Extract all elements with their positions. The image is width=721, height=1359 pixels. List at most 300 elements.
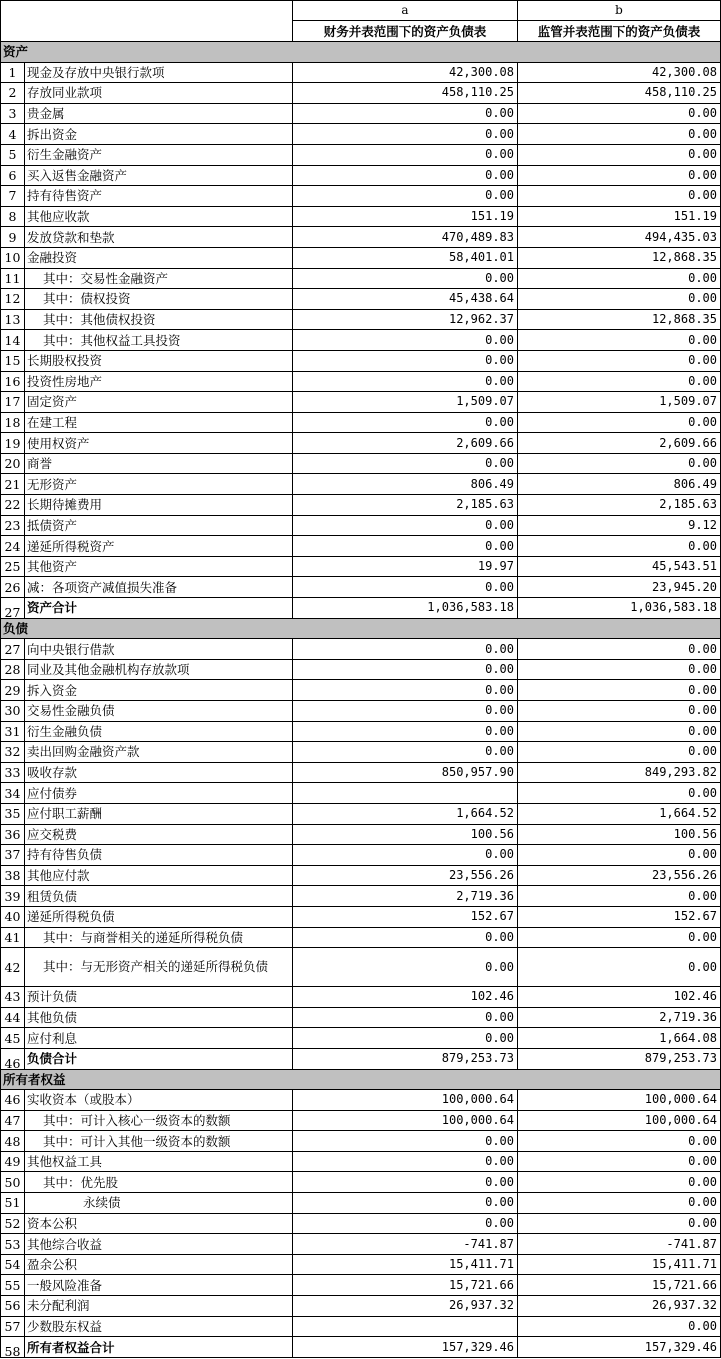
row-number: 22 xyxy=(1,495,25,516)
value-col-a: 2,609.66 xyxy=(293,433,518,454)
value-col-b: 42,300.08 xyxy=(518,62,721,83)
table-row xyxy=(1,762,721,783)
row-number: 27 xyxy=(1,639,25,660)
value-col-b: 12,868.35 xyxy=(518,309,721,330)
row-label: 一般风险准备 xyxy=(25,1275,293,1296)
row-label: 租赁负债 xyxy=(25,886,293,907)
section-title: 所有者权益 xyxy=(1,1069,721,1090)
value-col-a: 0.00 xyxy=(293,680,518,701)
table-row xyxy=(1,536,721,557)
section-header xyxy=(1,618,721,639)
table-row xyxy=(1,268,721,289)
row-label: 持有待售资产 xyxy=(25,186,293,207)
section-title: 负债 xyxy=(1,618,721,639)
value-col-a: 42,300.08 xyxy=(293,62,518,83)
value-col-b: 0.00 xyxy=(518,268,721,289)
row-label: 盈余公积 xyxy=(25,1254,293,1275)
value-col-a: 0.00 xyxy=(293,144,518,165)
value-col-b: 0.00 xyxy=(518,330,721,351)
column-letter-row xyxy=(1,1,721,21)
row-label: 商誉 xyxy=(25,453,293,474)
table-row xyxy=(1,659,721,680)
table-row xyxy=(1,412,721,433)
value-col-a: 879,253.73 xyxy=(293,1048,518,1069)
row-label: 衍生金融资产 xyxy=(25,144,293,165)
table-row xyxy=(1,701,721,722)
value-col-b: 0.00 xyxy=(518,350,721,371)
table-row xyxy=(1,474,721,495)
row-number: 55 xyxy=(1,1275,25,1296)
table-row xyxy=(1,721,721,742)
row-label: 实收资本（或股本） xyxy=(25,1090,293,1111)
value-col-b: 0.00 xyxy=(518,144,721,165)
value-col-b: 45,543.51 xyxy=(518,556,721,577)
table-row xyxy=(1,433,721,454)
table-row xyxy=(1,639,721,660)
value-col-a: 0.00 xyxy=(293,536,518,557)
row-number: 14 xyxy=(1,330,25,351)
row-number: 46 xyxy=(1,1090,25,1111)
row-label: 交易性金融负债 xyxy=(25,701,293,722)
row-label: 资产合计 xyxy=(25,598,293,619)
row-number: 28 xyxy=(1,659,25,680)
value-col-b: 1,664.08 xyxy=(518,1028,721,1049)
row-label: 贵金属 xyxy=(25,103,293,124)
row-number: 46 xyxy=(1,1048,25,1069)
value-col-a: 0.00 xyxy=(293,330,518,351)
value-col-a: 0.00 xyxy=(293,721,518,742)
row-label: 其他负债 xyxy=(25,1007,293,1028)
value-col-a: 806.49 xyxy=(293,474,518,495)
row-label: 预计负债 xyxy=(25,987,293,1008)
table-row xyxy=(1,680,721,701)
value-col-a: 26,937.32 xyxy=(293,1296,518,1317)
table-row xyxy=(1,309,721,330)
value-col-a: 0.00 xyxy=(293,742,518,763)
table-row xyxy=(1,1172,721,1193)
value-col-b: 0.00 xyxy=(518,1172,721,1193)
row-label: 其中：其他债权投资 xyxy=(25,309,293,330)
value-col-b: 0.00 xyxy=(518,1193,721,1214)
value-col-a: 0.00 xyxy=(293,1007,518,1028)
value-col-a: 1,036,583.18 xyxy=(293,598,518,619)
row-number: 52 xyxy=(1,1213,25,1234)
table-row xyxy=(1,1254,721,1275)
value-col-a: 458,110.25 xyxy=(293,83,518,104)
row-number: 58 xyxy=(1,1337,25,1358)
row-label: 买入返售金融资产 xyxy=(25,165,293,186)
total-row xyxy=(1,598,721,619)
row-number: 56 xyxy=(1,1296,25,1317)
row-number: 20 xyxy=(1,453,25,474)
row-label: 衍生金融负债 xyxy=(25,721,293,742)
row-label: 在建工程 xyxy=(25,412,293,433)
row-label: 应付债券 xyxy=(25,783,293,804)
row-label: 持有待售负债 xyxy=(25,845,293,866)
table-row xyxy=(1,556,721,577)
value-col-b: 806.49 xyxy=(518,474,721,495)
table-row xyxy=(1,1296,721,1317)
row-label: 现金及存放中央银行款项 xyxy=(25,62,293,83)
row-label: 永续债 xyxy=(25,1193,293,1214)
row-label: 拆出资金 xyxy=(25,124,293,145)
row-number: 5 xyxy=(1,144,25,165)
value-col-b: 100,000.64 xyxy=(518,1110,721,1131)
col-b-title: 监管并表范围下的资产负债表 xyxy=(518,21,721,42)
value-col-b: 0.00 xyxy=(518,845,721,866)
value-col-a: 151.19 xyxy=(293,206,518,227)
table-row xyxy=(1,371,721,392)
row-number: 8 xyxy=(1,206,25,227)
row-label: 资本公积 xyxy=(25,1213,293,1234)
row-number: 41 xyxy=(1,927,25,948)
table-row xyxy=(1,330,721,351)
value-col-b: 0.00 xyxy=(518,701,721,722)
section-header xyxy=(1,1069,721,1090)
table-row xyxy=(1,1028,721,1049)
table-row xyxy=(1,62,721,83)
value-col-a: 0.00 xyxy=(293,186,518,207)
value-col-a: 100,000.64 xyxy=(293,1110,518,1131)
value-col-a: 2,185.63 xyxy=(293,495,518,516)
table-row xyxy=(1,124,721,145)
row-number: 36 xyxy=(1,824,25,845)
table-row xyxy=(1,1151,721,1172)
table-row xyxy=(1,803,721,824)
table-row xyxy=(1,577,721,598)
table-row xyxy=(1,1007,721,1028)
row-number: 45 xyxy=(1,1028,25,1049)
value-col-a: 0.00 xyxy=(293,1213,518,1234)
value-col-b: 15,721.66 xyxy=(518,1275,721,1296)
value-col-b: 26,937.32 xyxy=(518,1296,721,1317)
row-label: 其中：债权投资 xyxy=(25,289,293,310)
value-col-b: 1,036,583.18 xyxy=(518,598,721,619)
row-number: 15 xyxy=(1,350,25,371)
value-col-b: 458,110.25 xyxy=(518,83,721,104)
row-number: 23 xyxy=(1,515,25,536)
row-number: 2 xyxy=(1,83,25,104)
table-row xyxy=(1,1234,721,1255)
table-row xyxy=(1,392,721,413)
table-row xyxy=(1,350,721,371)
row-number: 49 xyxy=(1,1151,25,1172)
value-col-b: 0.00 xyxy=(518,371,721,392)
total-row xyxy=(1,1337,721,1358)
row-number: 6 xyxy=(1,165,25,186)
value-col-a: 19.97 xyxy=(293,556,518,577)
value-col-a: 0.00 xyxy=(293,1028,518,1049)
row-label: 其他权益工具 xyxy=(25,1151,293,1172)
value-col-b: 0.00 xyxy=(518,1151,721,1172)
row-number: 32 xyxy=(1,742,25,763)
header-blank-cell xyxy=(1,1,293,42)
row-label: 其中：优先股 xyxy=(25,1172,293,1193)
row-label: 其他应付款 xyxy=(25,865,293,886)
value-col-a: 0.00 xyxy=(293,165,518,186)
row-label: 其中：可计入其他一级资本的数额 xyxy=(25,1131,293,1152)
value-col-a: 2,719.36 xyxy=(293,886,518,907)
row-number: 7 xyxy=(1,186,25,207)
value-col-b: -741.87 xyxy=(518,1234,721,1255)
value-col-a: 470,489.83 xyxy=(293,227,518,248)
value-col-a: 12,962.37 xyxy=(293,309,518,330)
table-row xyxy=(1,845,721,866)
row-number: 42 xyxy=(1,948,25,987)
col-a-letter: a xyxy=(293,1,518,21)
row-label: 其他资产 xyxy=(25,556,293,577)
row-number: 29 xyxy=(1,680,25,701)
row-number: 19 xyxy=(1,433,25,454)
table-row xyxy=(1,1110,721,1131)
table-row xyxy=(1,227,721,248)
value-col-b: 100.56 xyxy=(518,824,721,845)
row-label: 减：各项资产减值损失准备 xyxy=(25,577,293,598)
value-col-a: 0.00 xyxy=(293,371,518,392)
value-col-b: 0.00 xyxy=(518,1131,721,1152)
row-number: 35 xyxy=(1,803,25,824)
row-number: 51 xyxy=(1,1193,25,1214)
row-number: 31 xyxy=(1,721,25,742)
value-col-b: 0.00 xyxy=(518,659,721,680)
value-col-a: 100,000.64 xyxy=(293,1090,518,1111)
table-row xyxy=(1,453,721,474)
row-label: 拆入资金 xyxy=(25,680,293,701)
value-col-b: 1,509.07 xyxy=(518,392,721,413)
row-number: 1 xyxy=(1,62,25,83)
value-col-b: 2,719.36 xyxy=(518,1007,721,1028)
value-col-a: 0.00 xyxy=(293,948,518,987)
value-col-b: 23,945.20 xyxy=(518,577,721,598)
row-number: 43 xyxy=(1,987,25,1008)
row-number: 38 xyxy=(1,865,25,886)
row-label: 递延所得税资产 xyxy=(25,536,293,557)
row-label: 固定资产 xyxy=(25,392,293,413)
value-col-a: 0.00 xyxy=(293,845,518,866)
row-number: 48 xyxy=(1,1131,25,1152)
section-title: 资产 xyxy=(1,42,721,63)
table-row xyxy=(1,83,721,104)
table-row xyxy=(1,1193,721,1214)
value-col-b: 0.00 xyxy=(518,1316,721,1337)
row-label: 其中：其他权益工具投资 xyxy=(25,330,293,351)
table-row xyxy=(1,247,721,268)
value-col-b: 102.46 xyxy=(518,987,721,1008)
row-number: 37 xyxy=(1,845,25,866)
col-b-letter: b xyxy=(518,1,721,21)
row-number: 26 xyxy=(1,577,25,598)
value-col-a: 0.00 xyxy=(293,639,518,660)
table-row xyxy=(1,1275,721,1296)
row-number: 53 xyxy=(1,1234,25,1255)
row-label: 应付职工薪酬 xyxy=(25,803,293,824)
value-col-b: 0.00 xyxy=(518,680,721,701)
row-label: 使用权资产 xyxy=(25,433,293,454)
row-label: 负债合计 xyxy=(25,1048,293,1069)
value-col-a: 0.00 xyxy=(293,701,518,722)
table-row xyxy=(1,886,721,907)
table-row xyxy=(1,103,721,124)
row-number: 9 xyxy=(1,227,25,248)
row-label: 金融投资 xyxy=(25,247,293,268)
row-label: 存放同业款项 xyxy=(25,83,293,104)
row-number: 10 xyxy=(1,247,25,268)
value-col-b: 0.00 xyxy=(518,412,721,433)
row-label: 无形资产 xyxy=(25,474,293,495)
row-number: 33 xyxy=(1,762,25,783)
value-col-b: 152.67 xyxy=(518,906,721,927)
row-number: 54 xyxy=(1,1254,25,1275)
value-col-b: 12,868.35 xyxy=(518,247,721,268)
total-row xyxy=(1,1048,721,1069)
row-label: 递延所得税负债 xyxy=(25,906,293,927)
value-col-b: 9.12 xyxy=(518,515,721,536)
value-col-a: 0.00 xyxy=(293,1172,518,1193)
row-number: 40 xyxy=(1,906,25,927)
value-col-a: 45,438.64 xyxy=(293,289,518,310)
value-col-a: 100.56 xyxy=(293,824,518,845)
row-number: 3 xyxy=(1,103,25,124)
value-col-b: 1,664.52 xyxy=(518,803,721,824)
table-row xyxy=(1,824,721,845)
row-label: 其中：可计入核心一级资本的数额 xyxy=(25,1110,293,1131)
row-label: 少数股东权益 xyxy=(25,1316,293,1337)
table-row xyxy=(1,783,721,804)
row-number: 13 xyxy=(1,309,25,330)
row-label: 应交税费 xyxy=(25,824,293,845)
row-number: 24 xyxy=(1,536,25,557)
value-col-b: 0.00 xyxy=(518,165,721,186)
value-col-a: 15,721.66 xyxy=(293,1275,518,1296)
value-col-b: 0.00 xyxy=(518,453,721,474)
table-row xyxy=(1,865,721,886)
value-col-b: 0.00 xyxy=(518,186,721,207)
table-row xyxy=(1,186,721,207)
value-col-b: 151.19 xyxy=(518,206,721,227)
row-number: 25 xyxy=(1,556,25,577)
value-col-b: 0.00 xyxy=(518,721,721,742)
value-col-b: 0.00 xyxy=(518,742,721,763)
row-label: 抵债资产 xyxy=(25,515,293,536)
value-col-a: 0.00 xyxy=(293,1193,518,1214)
value-col-a: 0.00 xyxy=(293,927,518,948)
row-label: 其中：交易性金融资产 xyxy=(25,268,293,289)
table-row xyxy=(1,165,721,186)
table-row xyxy=(1,289,721,310)
row-number: 44 xyxy=(1,1007,25,1028)
row-label: 长期股权投资 xyxy=(25,350,293,371)
col-a-title: 财务并表范围下的资产负债表 xyxy=(293,21,518,42)
value-col-b: 0.00 xyxy=(518,927,721,948)
table-row xyxy=(1,906,721,927)
value-col-b: 2,185.63 xyxy=(518,495,721,516)
row-label: 其中：与无形资产相关的递延所得税负债 xyxy=(25,948,293,987)
row-label: 应付利息 xyxy=(25,1028,293,1049)
value-col-a: 0.00 xyxy=(293,268,518,289)
value-col-b: 0.00 xyxy=(518,639,721,660)
table-row xyxy=(1,1213,721,1234)
section-header xyxy=(1,42,721,63)
row-label: 卖出回购金融资产款 xyxy=(25,742,293,763)
value-col-a: 58,401.01 xyxy=(293,247,518,268)
table-row xyxy=(1,987,721,1008)
table-row xyxy=(1,948,721,987)
row-number: 16 xyxy=(1,371,25,392)
value-col-b: 0.00 xyxy=(518,103,721,124)
row-label: 长期待摊费用 xyxy=(25,495,293,516)
table-row xyxy=(1,1316,721,1337)
row-number: 39 xyxy=(1,886,25,907)
row-label: 同业及其他金融机构存放款项 xyxy=(25,659,293,680)
value-col-b: 0.00 xyxy=(518,289,721,310)
row-number: 21 xyxy=(1,474,25,495)
value-col-a: 850,957.90 xyxy=(293,762,518,783)
row-label: 发放贷款和垫款 xyxy=(25,227,293,248)
table-row xyxy=(1,927,721,948)
row-number: 4 xyxy=(1,124,25,145)
value-col-a: 157,329.46 xyxy=(293,1337,518,1358)
value-col-b: 2,609.66 xyxy=(518,433,721,454)
row-number: 57 xyxy=(1,1316,25,1337)
value-col-b: 15,411.71 xyxy=(518,1254,721,1275)
value-col-a: 0.00 xyxy=(293,1131,518,1152)
value-col-b: 849,293.82 xyxy=(518,762,721,783)
row-number: 30 xyxy=(1,701,25,722)
value-col-a: 152.67 xyxy=(293,906,518,927)
value-col-a xyxy=(293,1316,518,1337)
row-number: 34 xyxy=(1,783,25,804)
value-col-b: 0.00 xyxy=(518,1213,721,1234)
value-col-a: 0.00 xyxy=(293,659,518,680)
row-label: 投资性房地产 xyxy=(25,371,293,392)
value-col-b: 100,000.64 xyxy=(518,1090,721,1111)
value-col-a: 0.00 xyxy=(293,124,518,145)
value-col-b: 494,435.03 xyxy=(518,227,721,248)
value-col-b: 0.00 xyxy=(518,948,721,987)
value-col-a: 1,664.52 xyxy=(293,803,518,824)
value-col-a: -741.87 xyxy=(293,1234,518,1255)
table-row xyxy=(1,206,721,227)
table-row xyxy=(1,495,721,516)
row-number: 47 xyxy=(1,1110,25,1131)
row-number: 17 xyxy=(1,392,25,413)
table-row xyxy=(1,1131,721,1152)
value-col-b: 0.00 xyxy=(518,886,721,907)
table-row xyxy=(1,144,721,165)
value-col-a: 0.00 xyxy=(293,515,518,536)
value-col-a: 15,411.71 xyxy=(293,1254,518,1275)
value-col-a: 1,509.07 xyxy=(293,392,518,413)
value-col-b: 0.00 xyxy=(518,536,721,557)
row-number: 12 xyxy=(1,289,25,310)
row-number: 50 xyxy=(1,1172,25,1193)
value-col-a: 0.00 xyxy=(293,412,518,433)
value-col-a: 0.00 xyxy=(293,350,518,371)
row-number: 27 xyxy=(1,598,25,619)
value-col-a: 23,556.26 xyxy=(293,865,518,886)
value-col-a: 0.00 xyxy=(293,1151,518,1172)
row-label: 其他应收款 xyxy=(25,206,293,227)
value-col-a: 102.46 xyxy=(293,987,518,1008)
row-label: 其中：与商誉相关的递延所得税负债 xyxy=(25,927,293,948)
row-label: 所有者权益合计 xyxy=(25,1337,293,1358)
row-label: 其他综合收益 xyxy=(25,1234,293,1255)
value-col-b: 0.00 xyxy=(518,124,721,145)
value-col-a: 0.00 xyxy=(293,577,518,598)
row-number: 18 xyxy=(1,412,25,433)
value-col-b: 0.00 xyxy=(518,783,721,804)
table-row xyxy=(1,742,721,763)
